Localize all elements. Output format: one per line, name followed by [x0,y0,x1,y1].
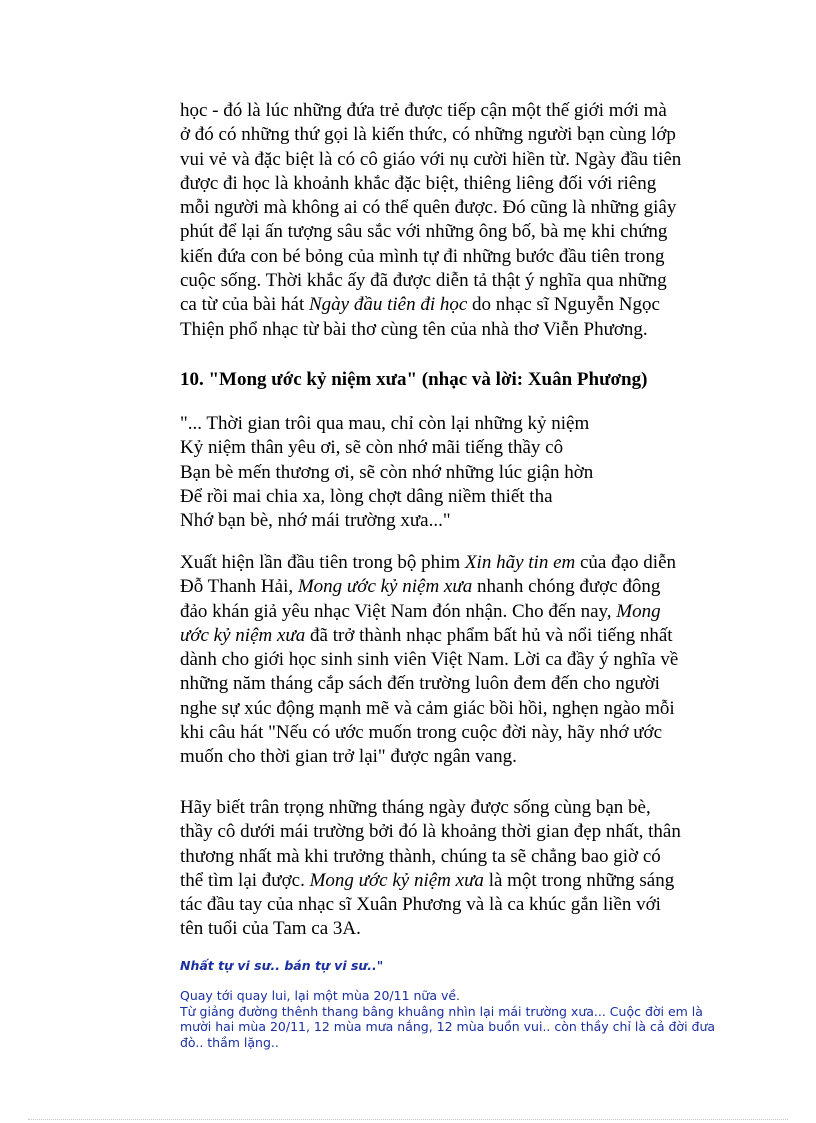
song-title: Mong ước kỷ niệm xưa [297,576,473,598]
song-title: Mong ước kỷ niệm xưa [309,869,484,891]
text-line: vui vẻ và đặc biệt là có cô giáo với nụ cười hiền từ. Ngày đầu tiên [180,148,682,170]
page-footer-divider [28,1119,788,1120]
text-line: nghe sự xúc động mạnh mẽ và cảm giác bồi hồi, nghẹn ngào mỗi [180,697,675,719]
text-run: là một trong những sáng [483,869,675,891]
text-line: muốn cho thời gian trở lại" được ngân vang. [180,746,517,768]
text-line [180,600,678,624]
paragraph-cherish [180,796,681,942]
text-line [180,293,681,317]
text-line: ở đó có những thứ gọi là kiến thức, có những người bạn cùng lớp [180,124,676,146]
text-line: dành cho giới học sinh sinh viên Việt Nam. Lời ca đầy ý nghĩa về [180,649,679,671]
text-line [180,869,681,893]
text-line [180,575,678,599]
text-run: thể tìm lại được. [180,869,310,891]
closing-note [180,988,740,1050]
text-line: thương nhất mà khi trưởng thành, chúng ta sẽ chẳng bao giờ có [180,845,661,867]
song-title: Ngày đầu tiên đi học [308,294,468,316]
text-line: khi câu hát "Nếu có ước muốn trong cuộc đời này, hãy nhớ ước [180,722,663,744]
lyric-line: Kỷ niệm thân yêu ơi, sẽ còn nhớ mãi tiếng thầy cô [180,437,564,459]
text-run: đã trở thành nhạc phẩm bất hủ và nổi tiếng nhất [305,624,673,646]
note-line: Từ giảng đường thênh thang bâng khuâng nhìn lại mái trường xưa... Cuộc đời em là [180,1003,703,1019]
lyric-line: Bạn bè mến thương ơi, sẽ còn nhớ những lúc giận hờn [180,461,594,483]
text-line: tác đầu tay của nhạc sĩ Xuân Phương và là ca khúc gắn liền với [180,894,661,916]
film-title: Xin hãy tin em [464,552,576,573]
section-heading: 10. "Mong ước kỷ niệm xưa" (nhạc và lời: Xuân Phương) [180,369,648,390]
text-line: được đi học là khoảnh khắc đặc biệt, thiêng liêng đối với riêng [180,172,657,194]
lyric-line: Để rồi mai chia xa, lòng chợt dâng niềm thiết tha [180,485,553,507]
text-line: thầy cô dưới mái trường bởi đó là khoảng thời gian đẹp nhất, thân [180,821,681,843]
text-run: Xuất hiện lần đầu tiên trong bộ phim [180,552,465,573]
paragraph-first-day-of-school [180,99,681,342]
lyric-line: Nhớ bạn bè, nhớ mái trường xưa..." [180,510,451,532]
text-run: do nhạc sĩ Nguyễn Ngọc [467,294,660,316]
text-line [180,624,678,648]
text-line: học - đó là lúc những đứa trẻ được tiếp cận một thế giới mới mà [180,100,667,121]
song-title: Mong [616,600,661,622]
text-run: Đỗ Thanh Hải, [180,576,298,598]
paragraph-song-history [180,551,678,770]
signature-quote: Nhất tự vi sư.. bán tự vi sư.." [180,958,384,973]
lyric-line: "... Thời gian trôi qua mau, chỉ còn lại những kỷ niệm [180,413,590,434]
note-line: Quay tới quay lui, lại một mùa 20/11 nữa về. [180,988,461,1003]
text-line: kiến đứa con bé bỏng của mình tự đi những bước đầu tiên trong [180,245,665,267]
text-line: mỗi người mà không ai có thể quên được. Đó cũng là những giây [180,197,677,219]
text-line [180,551,678,575]
text-run: đảo khán giả yêu nhạc Việt Nam đón nhận. Cho đến nay, [180,600,617,622]
text-run: của đạo diễn [575,552,676,573]
text-line: những năm tháng cắp sách đến trường luôn đem đến cho người [180,673,660,695]
text-run: ca từ của bài hát [180,294,309,316]
song-lyrics-quote [180,412,593,533]
text-line: Thiện phổ nhạc từ bài thơ cùng tên của nhà thơ Viễn Phương. [180,318,648,340]
text-line: cuộc sống. Thời khắc ấy đã được diễn tả thật ý nghĩa qua những [180,270,667,292]
note-line: đò.. thầm lặng.. [180,1034,279,1050]
note-line: mười hai mùa 20/11, 12 mùa mưa nắng, 12 mùa buồn vui.. còn thầy chỉ là cả đời đưa [180,1019,716,1034]
text-run: nhanh chóng được đông [472,576,661,598]
text-line: tên tuổi của Tam ca 3A. [180,918,361,940]
text-line: Hãy biết trân trọng những tháng ngày được sống cùng bạn bè, [180,797,651,818]
text-line: phút để lại ấn tượng sâu sắc với những ông bố, bà mẹ khi chứng [180,221,668,243]
song-title: ước kỷ niệm xưa [180,624,306,646]
